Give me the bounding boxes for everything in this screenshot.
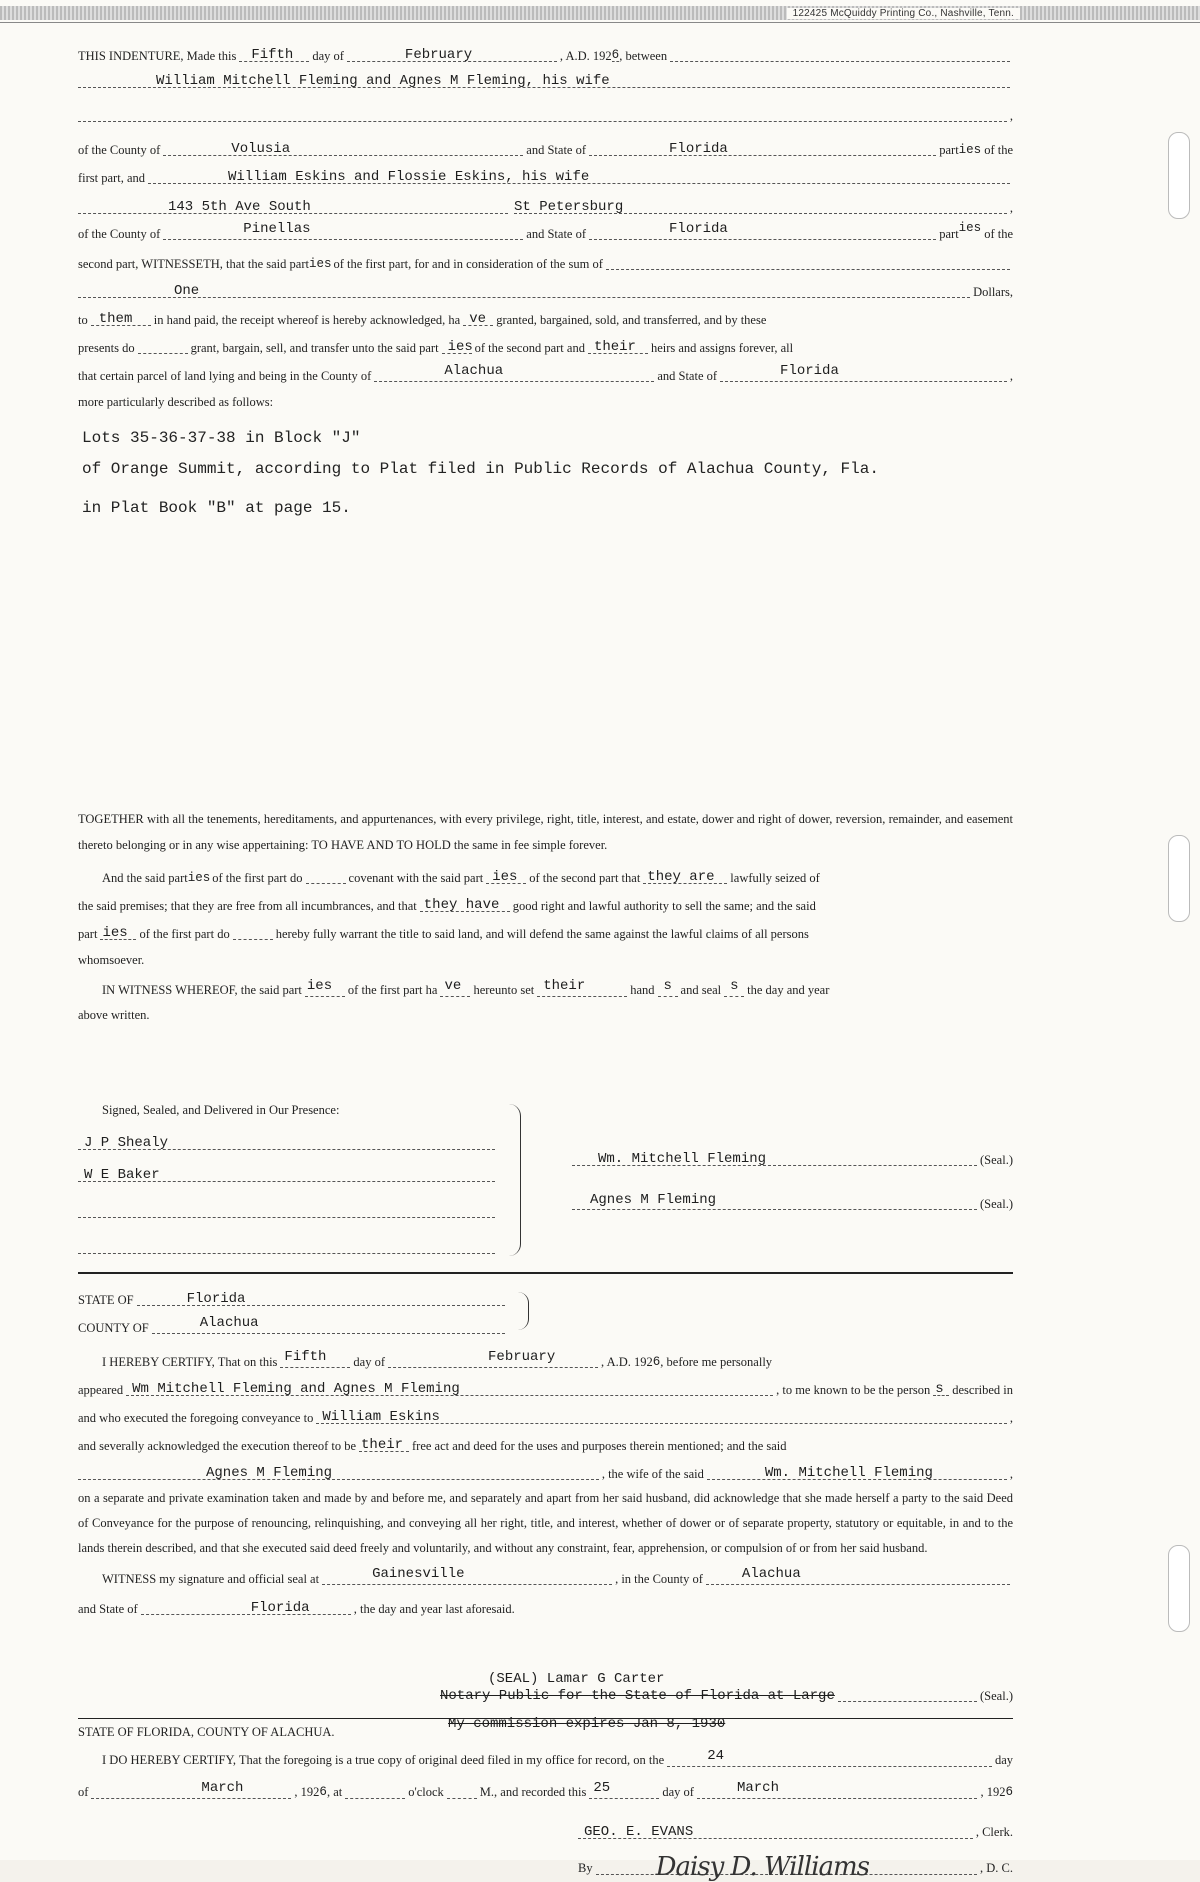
description-line: Lots 35-36-37-38 in Block "J" <box>82 428 361 447</box>
part-suffix: ies <box>492 869 518 885</box>
record-day: 24 <box>707 1747 725 1764</box>
they-have: they have <box>423 897 500 913</box>
state-2: Florida <box>669 221 728 237</box>
part-suffix: ies <box>447 339 473 355</box>
part-suffix: ies <box>187 870 211 885</box>
signer-1: Wm. Mitchell Fleming <box>598 1151 767 1167</box>
part-suffix: ies <box>308 256 332 271</box>
label: above written. <box>78 1007 150 1022</box>
their: their <box>543 977 586 994</box>
seal-label: (Seal.) <box>980 1688 1013 1703</box>
label: day <box>994 1753 1013 1767</box>
label: I DO HEREBY CERTIFY, That the foregoing is a true copy of original deed filed in my office for record, on the <box>102 1753 665 1767</box>
label: o'clock <box>408 1785 444 1799</box>
label: , D. C. <box>980 1861 1013 1875</box>
ack-place: Gainesville <box>372 1566 465 1582</box>
ack-state-2: Florida <box>250 1600 310 1616</box>
plural-s: s <box>663 977 672 994</box>
binder-hole <box>1168 835 1190 922</box>
heirs-whose: their <box>593 339 636 355</box>
deed-month: February <box>404 47 473 63</box>
signer-2: Agnes M Fleming <box>590 1192 717 1208</box>
state-1: Florida <box>669 141 728 157</box>
recorded-month: March <box>736 1779 779 1796</box>
label: , 192 <box>980 1785 1006 1799</box>
label: , Clerk. <box>975 1825 1013 1839</box>
have-suffix: ve <box>444 977 462 994</box>
grantees: William Eskins and Flossie Eskins, his wife <box>228 169 590 185</box>
label: and State of <box>657 368 718 383</box>
label: and seal <box>680 983 722 997</box>
notary-seal: (SEAL) Lamar G Carter <box>488 1671 665 1687</box>
label: appeared <box>78 1382 124 1397</box>
label: , between <box>619 48 668 63</box>
label: of the first part do <box>139 926 230 941</box>
deputy-signature: Daisy D. Williams <box>655 1851 870 1882</box>
label: day of <box>353 1354 386 1369</box>
label: I HEREBY CERTIFY, That on this <box>102 1354 278 1369</box>
label: M., and recorded this <box>479 1785 587 1799</box>
label: , 192 <box>294 1785 320 1799</box>
property-description <box>82 423 1013 524</box>
have-suffix: ve <box>469 311 487 327</box>
label: , the day and year last aforesaid. <box>353 1601 515 1616</box>
label: WITNESS my signature and official seal at <box>102 1571 320 1586</box>
label: , at <box>326 1785 343 1799</box>
label: part <box>939 142 959 157</box>
ack-county-2: Alachua <box>741 1566 801 1582</box>
plural-s: s <box>935 1381 944 1397</box>
label: covenant with the said part <box>348 870 484 885</box>
printer-imprint: 122425 McQuiddy Printing Co., Nashville, Tenn. <box>787 8 1020 19</box>
label: part <box>939 226 959 241</box>
label: heirs and assigns forever, all <box>650 340 794 355</box>
recorded-day: 25 <box>593 1779 611 1796</box>
label: , <box>1009 108 1013 123</box>
seal-label: (Seal.) <box>980 1152 1013 1167</box>
label: of the second part and <box>474 340 585 355</box>
label: and State of <box>526 226 587 241</box>
section-divider <box>78 1272 1013 1274</box>
plural-s: s <box>730 977 739 994</box>
label: first part, and <box>78 170 145 185</box>
label: And the said part <box>102 870 188 885</box>
ack-appeared: Wm Mitchell Fleming and Agnes M Fleming <box>132 1381 460 1397</box>
label: hereunto set <box>473 983 535 997</box>
label: , the wife of the said <box>601 1466 704 1481</box>
ack-year: 6 <box>652 1354 661 1369</box>
top-rule <box>0 22 1200 23</box>
label: Dollars, <box>973 284 1013 299</box>
ack-grantee: William Eskins <box>322 1409 440 1425</box>
label: whomsoever. <box>78 953 145 967</box>
record-month: March <box>201 1779 244 1796</box>
county-1: Volusia <box>231 141 291 157</box>
acknowledgment: STATE OF Florida COUNTY OF Alachua I HEREBY CERTIFY, That on this Fifth day of February , A.D. 192 6 , before me personally appeared Wm Mitchell Fleming and Agnes M Fleming , to me known to be the person s described in and who executed the foregoing conveyance to William Eskins , and severally acknowledged the execution thereof to be their free act and deed for the uses and purposes therein mentioned; and the said Agnes M Fleming , the wife of the said Wm. Mitchell Fleming , on a separate and private examination taken and made by and before me, and separately and apart from her said husband, did acknowledge that she made herself a party to the said Deed of Conveyance for the purpose of renouncing, relinquishing, and conveying all her right, title, and interest, whether of dower or of separate property, statutory or equitable, in and to the lands therein described, and that she executed said deed freely and voluntarily, and without any constraint, fear, apprehension, or compulsion of or from her said husband. WITNESS my signature and official seal at Gainesville , in the County of Alachua and State of Florida , the day and year last aforesaid. (SEAL) Lamar G Carter Notary Public for the State of Florida at Large (Seal.) My commission expires Jan 8, 1930 <box>78 1291 1013 1732</box>
top-border <box>0 6 1200 20</box>
label: free act and deed for the uses and purposes therein mentioned; and the said <box>412 1438 787 1453</box>
label: COUNTY OF <box>78 1320 149 1335</box>
label: of the <box>984 226 1013 241</box>
label: of the first part, for and in consideration of the sum of <box>333 256 603 271</box>
binder-hole <box>1168 132 1190 219</box>
brace <box>518 1292 529 1330</box>
label: in hand paid, the receipt whereof is hereby acknowledged, ha <box>153 312 461 327</box>
part-suffix: ies <box>958 220 982 235</box>
label: and State of <box>526 142 587 157</box>
label: part <box>78 926 98 941</box>
label: to <box>78 312 88 327</box>
deed-day: Fifth <box>251 47 294 63</box>
part-suffix: ies <box>102 925 128 941</box>
label: IN WITNESS WHEREOF, the said part <box>102 983 302 997</box>
ack-wife: Agnes M Fleming <box>206 1465 333 1481</box>
ack-state: Florida <box>186 1291 246 1307</box>
ack-month: February <box>488 1349 556 1365</box>
record-year: 6 <box>319 1785 327 1799</box>
label: and who executed the foregoing conveyance to <box>78 1410 314 1425</box>
label: , <box>1009 1410 1013 1425</box>
witness-1: J P Shealy <box>84 1135 169 1151</box>
label: By <box>578 1861 593 1875</box>
part-suffix: ies <box>958 142 982 157</box>
label: of <box>78 1785 89 1799</box>
seal-label: (Seal.) <box>980 1196 1013 1211</box>
label: grant, bargain, sell, and transfer unto the said part <box>190 340 439 355</box>
section-divider <box>78 1718 1013 1719</box>
description-line: of Orange Summit, according to Plat filed in Public Records of Alachua County, Fla. <box>82 459 879 478</box>
label: of the <box>984 142 1013 157</box>
paid-to: them <box>98 311 133 327</box>
label: described in <box>952 1382 1013 1397</box>
brace <box>506 1104 521 1256</box>
label: more particularly described as follows: <box>78 395 274 409</box>
deed-body <box>78 47 1013 1882</box>
consideration-sum: One <box>174 283 200 299</box>
grantors: William Mitchell Fleming and Agnes M Fleming, his wife <box>156 73 610 89</box>
state-3: Florida <box>780 363 839 379</box>
they-are: they are <box>647 869 715 885</box>
label: of the first part ha <box>347 983 438 997</box>
grantee-address: 143 5th Ave South <box>168 199 311 215</box>
deed-year: 6 <box>611 47 620 62</box>
county-3: Alachua <box>444 363 504 379</box>
label: hand <box>630 983 655 997</box>
their: their <box>361 1437 404 1453</box>
label: STATE OF <box>78 1292 134 1307</box>
label: , <box>1009 1466 1013 1481</box>
record-certificate <box>78 1725 1013 1882</box>
ack-husband: Wm. Mitchell Fleming <box>764 1465 933 1481</box>
description-line: in Plat Book "B" at page 15. <box>82 498 351 517</box>
label: and severally acknowledged the execution thereof to be <box>78 1438 357 1453</box>
grantee-city: St Petersburg <box>514 199 624 215</box>
label: , <box>1009 368 1013 383</box>
label: of the County of <box>78 226 161 241</box>
clerk-name: GEO. E. EVANS <box>584 1823 694 1840</box>
label: , before me personally <box>660 1354 773 1369</box>
label: of the County of <box>78 142 161 157</box>
signature-block <box>78 1103 1013 1211</box>
label: that certain parcel of land lying and being in the County of <box>78 368 372 383</box>
label: good right and lawful authority to sell the same; and the said <box>512 898 816 913</box>
label: lawfully seized of <box>730 870 820 885</box>
label: STATE OF FLORIDA, COUNTY OF ALACHUA. <box>78 1725 335 1739</box>
label: , A.D. 192 <box>559 48 612 63</box>
label: hereby fully warrant the title to said land, and will defend the same against the lawful claims of all persons <box>275 926 809 941</box>
habendum-clause: TOGETHER with all the tenements, hereditaments, and appurtenances, with every privilege, right, title, interest, and estate, dower and right of dower, reversion, remainder, and easement thereto belonging or in any wise appertaining: TO HAVE AND TO HOLD the same in fee simple forever. <box>78 812 1013 852</box>
label: the day and year <box>747 983 830 997</box>
part-suffix: ies <box>306 977 333 994</box>
ack-county: Alachua <box>199 1315 259 1331</box>
label: Signed, Sealed, and Delivered in Our Presence: <box>102 1103 340 1117</box>
label: , <box>1009 200 1013 215</box>
label: of the second part that <box>529 870 641 885</box>
ack-body: on a separate and private examination taken and made by and before me, and separately and apart from her said husband, did acknowledge that she made herself a party to the said Deed of Conveyance for the purpose of renouncing, relinquishing, and conveying all her right, title, and interest, whether of dower or of separate property, statutory or equitable, in and to the lands therein described, and that she executed said deed freely and voluntarily, and without any constraint, fear, apprehension, or compulsion of or from her said husband. <box>78 1491 1013 1555</box>
label: granted, bargained, sold, and transferred, and by these <box>496 312 767 327</box>
label: the said premises; that they are free from all incumbrances, and that <box>78 898 417 913</box>
label: of the first part do <box>212 870 303 885</box>
label: , in the County of <box>615 1571 703 1586</box>
label: and State of <box>78 1601 138 1616</box>
label: , to me known to be the person <box>776 1382 931 1397</box>
label: presents do <box>78 340 135 355</box>
label: THIS INDENTURE, Made this <box>78 48 237 63</box>
notary-title: Notary Public for the State of Florida at Large <box>440 1688 835 1704</box>
label: second part, WITNESSETH, that the said part <box>78 256 309 271</box>
witness-2: W E Baker <box>84 1167 160 1183</box>
label: day of <box>312 48 344 63</box>
binder-hole <box>1168 1545 1190 1632</box>
recorded-year: 6 <box>1005 1785 1013 1799</box>
label: , A.D. 192 <box>601 1354 653 1369</box>
label: day of <box>662 1785 694 1799</box>
ack-day: Fifth <box>284 1349 327 1365</box>
county-2: Pinellas <box>243 221 311 237</box>
